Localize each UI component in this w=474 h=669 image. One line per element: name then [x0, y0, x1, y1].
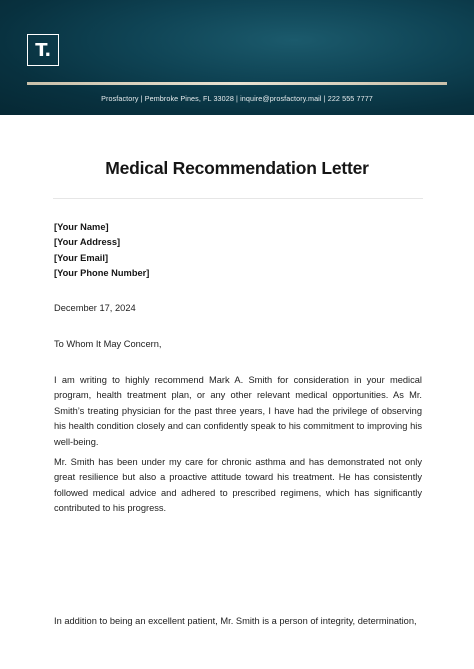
- contact-line: Prosfactory | Pembroke Pines, FL 33028 | inquire@prosfactory.mail | 222 555 7777: [101, 94, 373, 103]
- sender-phone: [Your Phone Number]: [54, 268, 150, 279]
- salutation: To Whom It May Concern,: [54, 339, 162, 349]
- body-paragraph-3: In addition to being an excellent patient, Mr. Smith is a person of integrity, determination,: [54, 616, 417, 626]
- letter-date: December 17, 2024: [54, 303, 136, 313]
- company-logo: T.: [27, 34, 59, 66]
- sender-block: [54, 220, 149, 282]
- document-title: Medical Recommendation Letter: [105, 158, 369, 178]
- header-divider: [27, 82, 447, 85]
- title-divider: [53, 198, 423, 199]
- sender-address: [Your Address]: [54, 237, 121, 248]
- body-paragraph-2: Mr. Smith has been under my care for chronic asthma and has demonstrated not only great resilience but also a proactive attitude toward his treatment. He has consistently followed medical advice and adhered to prescribed regimens, which has significantly contributed to his progress.: [54, 457, 422, 514]
- sender-name: [Your Name]: [54, 222, 109, 232]
- sender-email: [Your Email]: [54, 252, 109, 263]
- letterhead-header: [0, 0, 474, 115]
- body-paragraph-1: I am writing to highly recommend Mark A. Smith for consideration in your medical program, health treatment plan, or any other relevant medical opportunities. As Mr. Smith’s treating physician for the past three years, I have had the privilege of observing his health condition closely and can confidently speak to his commitment to improving his well-being.: [54, 375, 422, 447]
